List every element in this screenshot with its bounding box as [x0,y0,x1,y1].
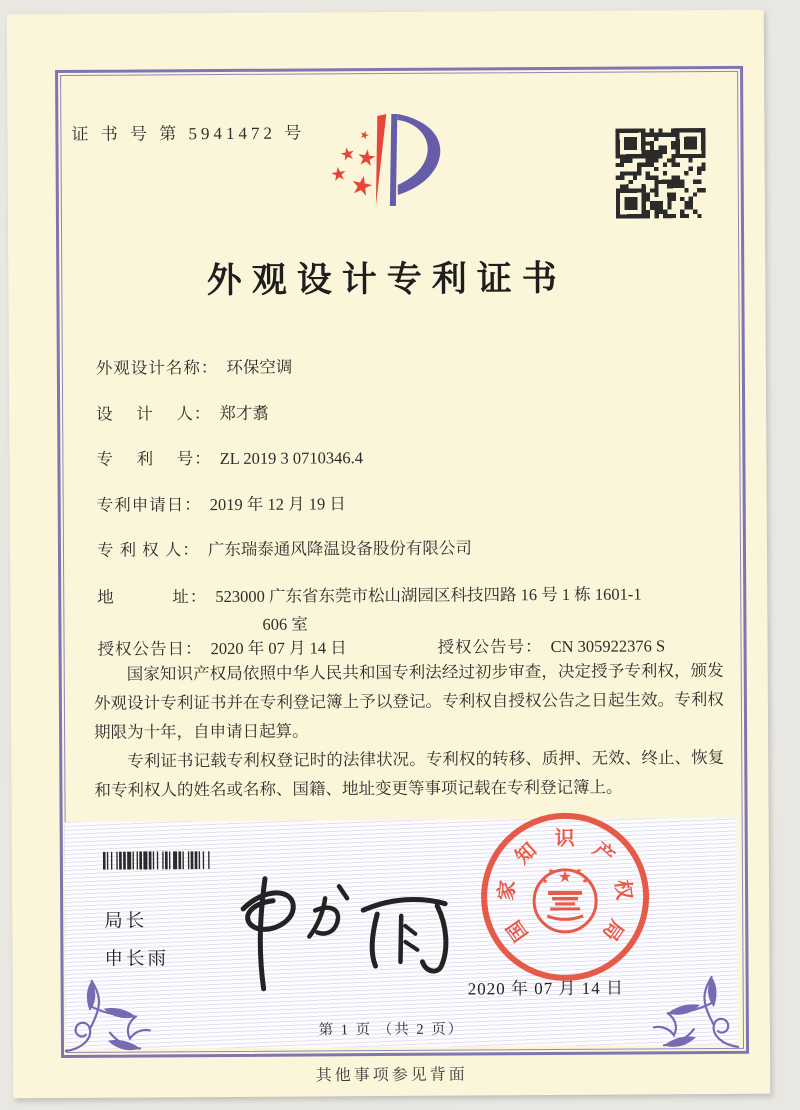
field-value: 环保空调 [226,357,293,377]
commissioner-name: 申长雨 [104,947,170,969]
qr-code-icon [615,128,706,219]
field-label: 外观设计名称： [95,358,219,378]
field-address-line2: 606 室 [262,614,308,634]
commissioner-block [104,906,169,982]
cnipa-logo [307,106,458,245]
corner-flourish-icon [62,976,162,1055]
field-grant-number [437,632,665,657]
svg-text:识: 识 [554,827,575,850]
certificate-number: 证 书 号 第 5941472 号 [71,123,306,144]
svg-text:国: 国 [503,915,533,946]
commissioner-title: 局长 [104,909,148,931]
field-patent-number [96,444,363,470]
field-label: 专利申请日： [96,495,202,515]
svg-text:权: 权 [610,878,635,902]
back-side-note: 其他事项参见背面 [315,1066,468,1085]
field-label: 授权公告号： [437,637,543,657]
svg-text:产: 产 [588,838,619,869]
field-designer [96,400,269,425]
legal-paragraph-2: 专利证书记载专利权登记时的法律状况。专利权的转移、质押、无效、终止、恢复和专利权人的姓名或名称、国籍、地址变更等事项记载在专利登记簿上。 [94,747,725,800]
field-grant [97,634,666,660]
svg-text:局: 局 [598,915,628,945]
legal-text [94,656,725,805]
field-label: 专 利 号： [96,449,212,469]
page-indicator: 第 1 页 （共 2 页） [318,1021,465,1039]
field-address [97,580,642,607]
field-value: 2019 年 12 月 19 日 [209,494,346,515]
field-label: 地 址： [97,587,208,607]
field-value: CN 305922376 S [550,636,666,657]
corner-flourish-icon [642,973,742,1052]
certificate-title: 外观设计专利证书 [206,258,567,301]
certificate-paper [7,10,771,1099]
field-value: 广东瑞泰通风降温设备股份有限公司 [207,538,472,560]
field-patentee [97,534,472,560]
commissioner-signature [207,863,473,995]
field-label: 授权公告日： [97,639,203,659]
field-label: 专 利 权 人： [96,540,200,560]
field-label: 设 计 人： [96,404,212,424]
field-design-name [96,354,293,379]
field-value: ZL 2019 3 0710346.4 [219,448,364,469]
seal-date: 2020 年 07 月 14 日 [467,978,624,999]
legal-paragraph-1: 国家知识产权局依照中华人民共和国专利法经过初步审查，决定授予专利权，颁发外观设计专利证书并在专利登记簿上予以登记。专利权自授权公告之日起生效。专利权期限为十年，自申请日起算。 [93,660,724,742]
field-value: 523000 广东省东莞市松山湖园区科技四路 16 号 1 栋 1601-1 [215,584,642,607]
cnipa-seal-icon [477,808,654,985]
field-value: 郑才翥 [219,403,269,424]
svg-text:知: 知 [511,838,542,869]
field-value: 2020 年 07 月 14 日 [210,638,347,659]
svg-text:家: 家 [495,879,520,902]
field-filing-date [97,490,346,516]
